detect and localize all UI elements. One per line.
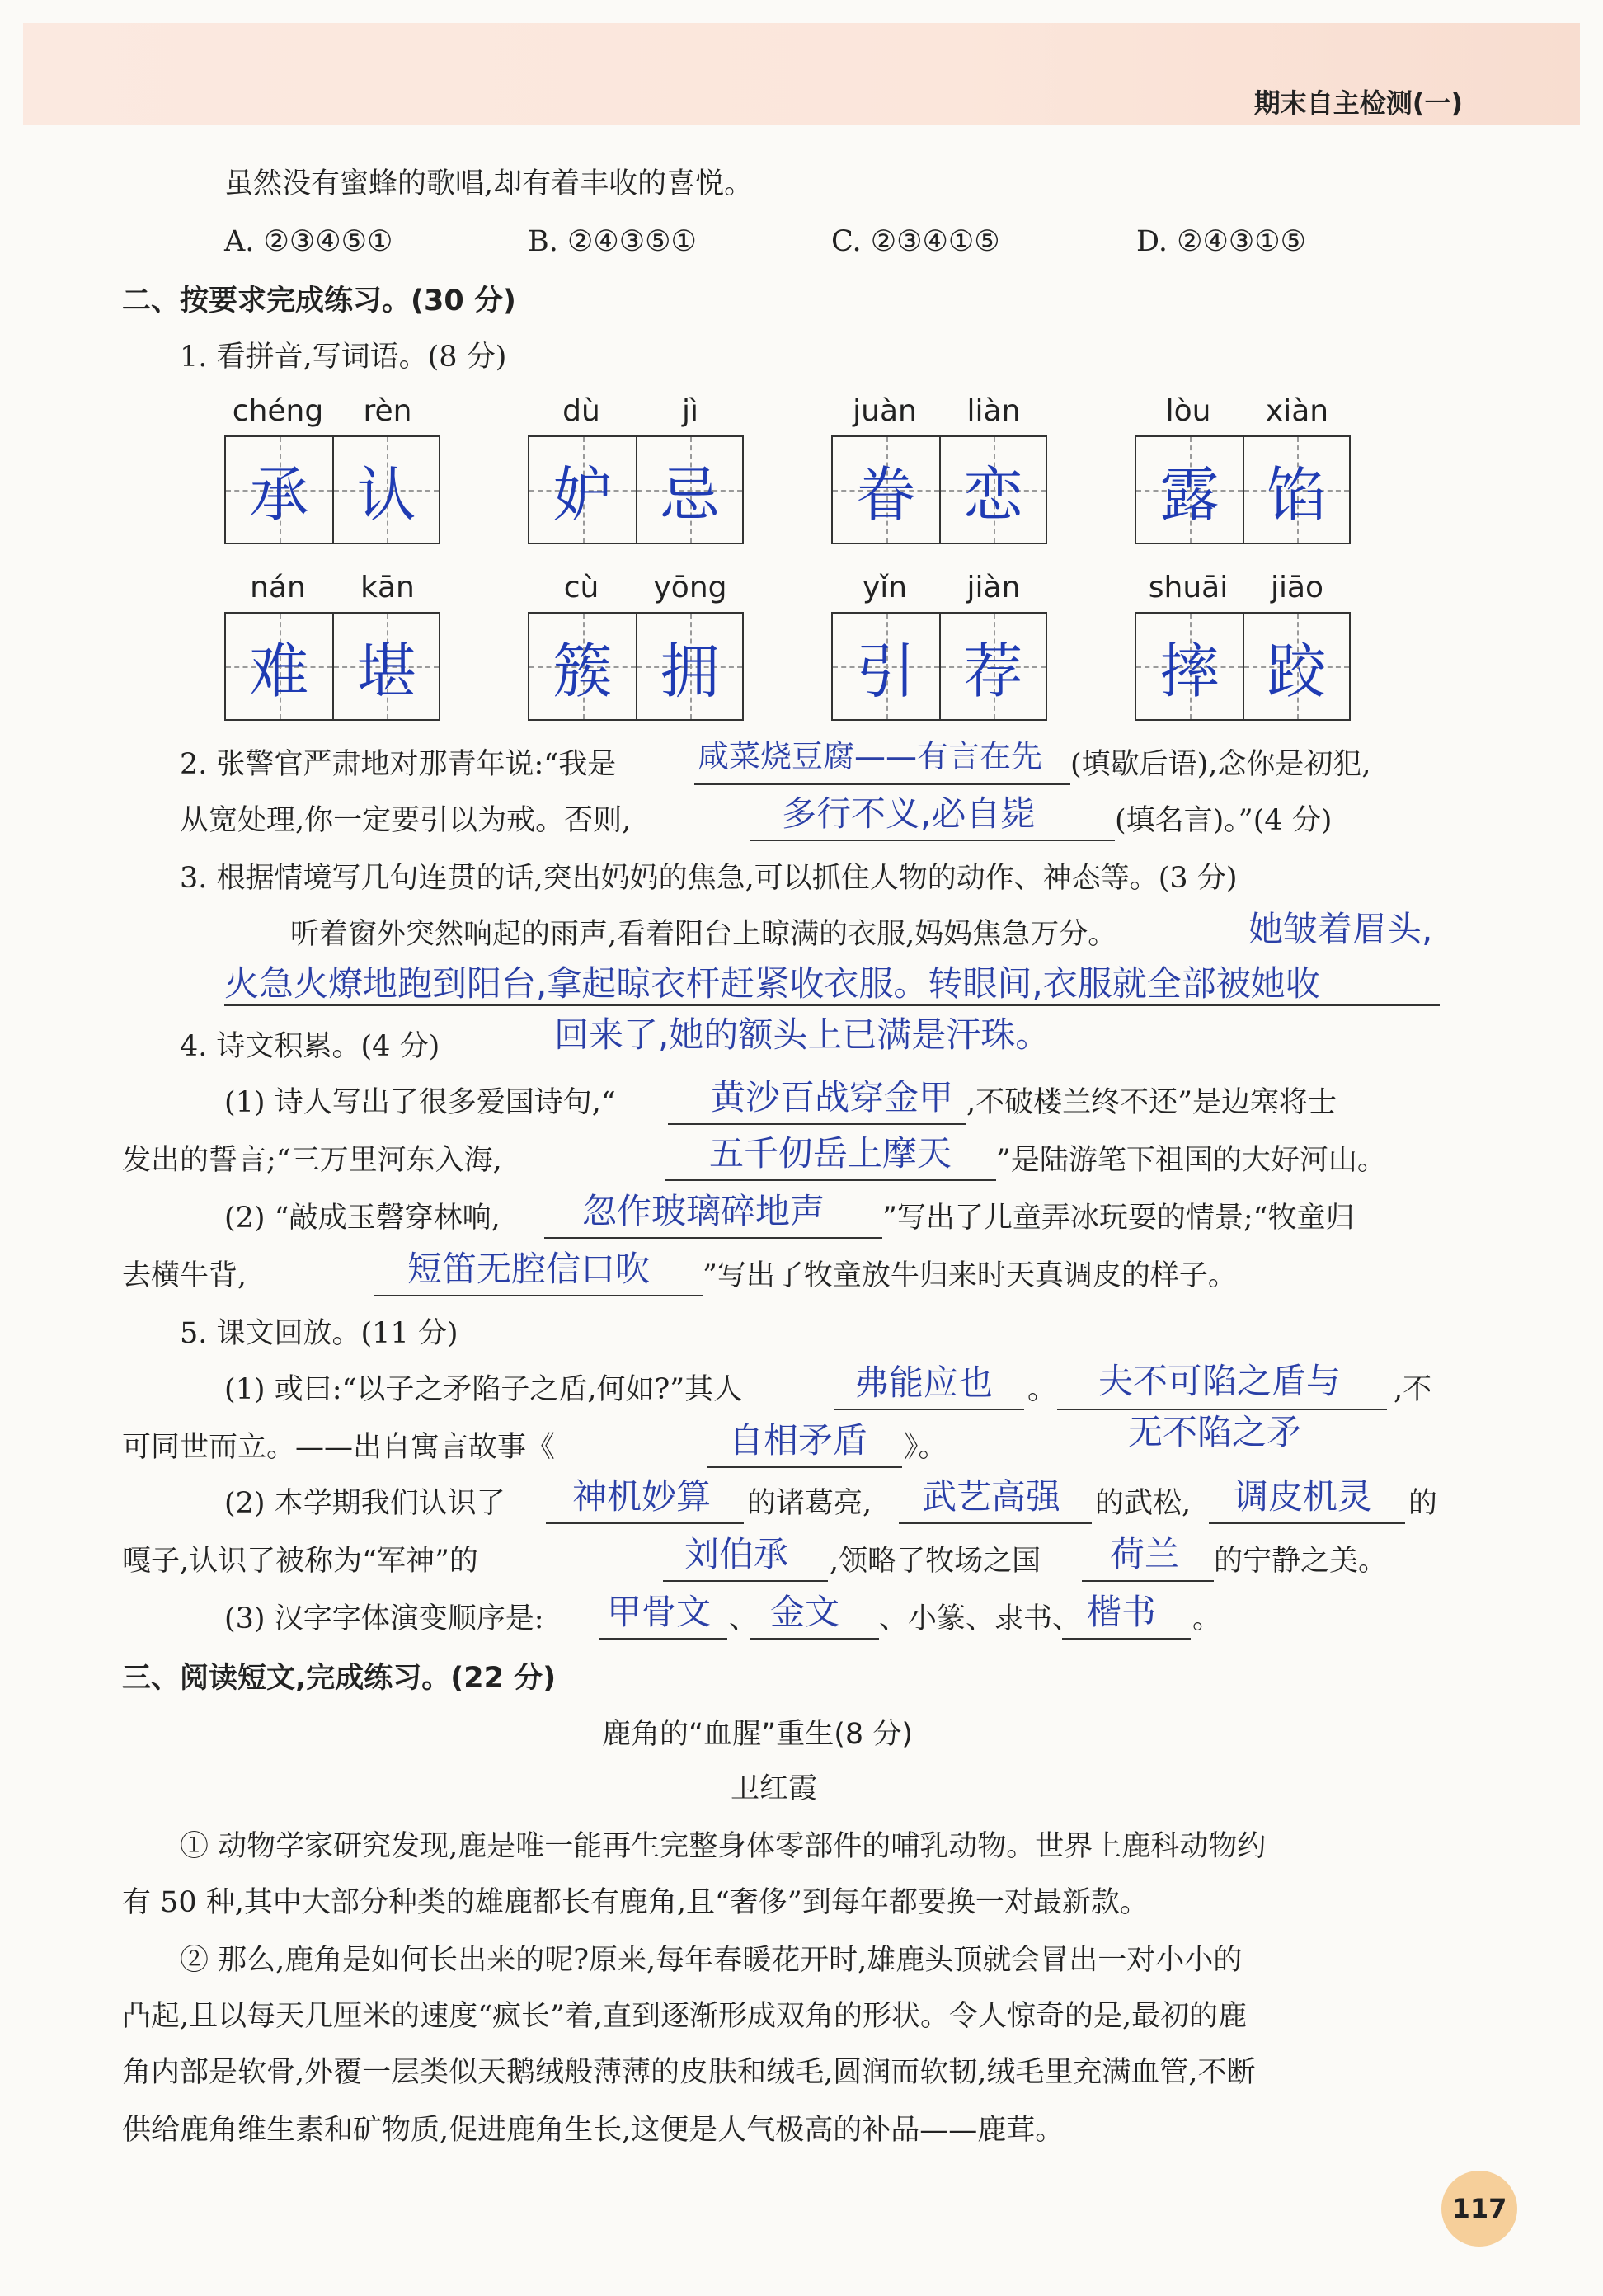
pinyin: juàn (853, 394, 917, 428)
pinyin: yōng (653, 571, 727, 605)
answer-char: 荐 (963, 637, 1023, 706)
grid-cell (226, 614, 332, 719)
pinyin: shuāi (1148, 571, 1229, 605)
q5-line4-start: 嘎子,认识了被称为“军神”的 (122, 1545, 478, 1578)
q1-label: 1. 看拼音,写词语。(8 分) (180, 341, 507, 374)
handwritten-answer: 荷兰 (1110, 1534, 1180, 1574)
page-number-badge: 117 (1441, 2171, 1517, 2247)
q2-line2-start: 从宽处理,你一定要引以为戒。否则, (180, 804, 632, 837)
pinyin: xiàn (1265, 394, 1329, 428)
page-header-title: 期末自主检测(一) (1253, 87, 1463, 119)
q4-line4-end: ”写出了牧童放牛归来时天真调皮的样子。 (703, 1259, 1237, 1292)
article-author: 卫红霞 (731, 1772, 818, 1805)
grid-cell (332, 614, 439, 719)
pinyin: kān (360, 571, 415, 605)
answer-blank (544, 1237, 882, 1239)
answer-blank (1062, 1638, 1191, 1640)
q5-line3-part2: 的诸葛亮, (747, 1487, 872, 1520)
answer-blank (834, 1409, 1024, 1410)
character-grid (528, 435, 744, 544)
grid-cell (939, 437, 1046, 543)
grid-cell (833, 437, 939, 543)
option-c: C. ②③④①⑤ (831, 225, 1000, 258)
answer-char: 簇 (552, 637, 613, 706)
pinyin: jiāo (1270, 571, 1324, 605)
q5-line3-start: (2) 本学期我们认识了 (224, 1487, 505, 1520)
q2-line2-end: (填名言)。”(4 分) (1115, 804, 1333, 837)
answer-blank (665, 1179, 996, 1181)
handwritten-answer: 夫不可陷之盾与 (1098, 1361, 1342, 1401)
handwritten-answer: 自相矛盾 (729, 1420, 868, 1461)
article-title: 鹿角的“血腥”重生(8 分) (602, 1718, 913, 1751)
option-a: A. ②③④⑤① (224, 225, 393, 258)
pinyin: nán (250, 571, 306, 605)
q5-line5-mid: 、小篆、隶书、 (879, 1602, 1082, 1635)
grid-cell (636, 614, 742, 719)
character-grid (528, 612, 744, 721)
q4-line2-end: ”是陆游笔下祖国的大好河山。 (996, 1144, 1386, 1177)
q2-line1-end: (填歇后语),念你是初犯, (1070, 748, 1371, 781)
grid-cell (226, 437, 332, 543)
pinyin: cù (563, 571, 599, 605)
q5-line5-end: 。 (1192, 1602, 1222, 1635)
q5-line1-mid: 。 (1027, 1373, 1057, 1406)
answer-blank (663, 1580, 828, 1582)
grid-cell (332, 437, 439, 543)
grid-cell (1136, 437, 1243, 543)
q4-line2-start: 发出的誓言;“三万里河东入海, (122, 1144, 502, 1177)
handwritten-answer: 火急火燎地跑到阳台,拿起晾衣杆赶紧收衣服。转眼间,衣服就全部被她收 (224, 963, 1320, 1004)
article-line: 凸起,且以每天几厘米的速度“疯长”着,直到逐渐形成双角的形状。令人惊奇的是,最初的鹿 (122, 2000, 1248, 2033)
article-line: 供给鹿角维生素和矿物质,促进鹿角生长,这便是人气极高的补品——鹿茸。 (122, 2114, 1065, 2147)
handwritten-answer: 武艺高强 (922, 1476, 1061, 1517)
answer-char: 露 (1159, 460, 1220, 529)
q5-line2-end: 》。 (904, 1431, 947, 1464)
grid-cell (939, 614, 1046, 719)
handwritten-answer: 神机妙算 (572, 1476, 712, 1517)
q5-line3-end: 的 (1408, 1487, 1438, 1520)
grid-cell (636, 437, 742, 543)
answer-blank (599, 1638, 727, 1640)
answer-char: 馅 (1267, 460, 1327, 529)
grid-cell (529, 614, 636, 719)
intro-line: 虽然没有蜜蜂的歌唱,却有着丰收的喜悦。 (224, 167, 754, 200)
answer-char: 恋 (963, 460, 1023, 529)
handwritten-answer: 咸菜烧豆腐——有言在先 (698, 738, 1043, 774)
pinyin: rèn (363, 394, 412, 428)
answer-blank (750, 1638, 879, 1640)
pinyin: jiàn (966, 571, 1021, 605)
answer-blank (546, 1522, 744, 1524)
answer-blank (1082, 1580, 1214, 1582)
pinyin: jì (681, 394, 698, 428)
handwritten-answer: 调皮机灵 (1234, 1476, 1373, 1517)
answer-blank (1209, 1522, 1405, 1524)
answer-char: 拥 (660, 637, 720, 706)
q5-line3-part3: 的武松, (1095, 1487, 1192, 1520)
character-grid (831, 612, 1047, 721)
handwritten-answer: 回来了,她的额头上已满是汗珠。 (554, 1014, 1051, 1055)
answer-char: 摔 (1159, 637, 1220, 706)
answer-blank (374, 1295, 703, 1296)
q4-line1-end: ,不破楼兰终不还”是边塞将士 (966, 1086, 1337, 1119)
answer-char: 跤 (1267, 637, 1327, 706)
q5-line5-start: (3) 汉字字体演变顺序是: (224, 1602, 544, 1635)
handwritten-answer: 黄沙百战穿金甲 (711, 1077, 954, 1117)
grid-cell (1243, 437, 1349, 543)
character-grid (224, 435, 440, 544)
pinyin: yǐn (862, 571, 908, 605)
answer-char: 眷 (856, 460, 916, 529)
handwritten-answer: 忽作玻璃碎地声 (582, 1191, 825, 1231)
handwritten-answer: 多行不义,必自毙 (782, 793, 1036, 834)
answer-char: 认 (356, 460, 416, 529)
answer-blank (707, 1466, 902, 1468)
writing-line (224, 1004, 1440, 1006)
grid-cell (529, 437, 636, 543)
q5-line1-end: ,不 (1394, 1373, 1432, 1406)
handwritten-answer: 短笛无腔信口吹 (407, 1249, 651, 1289)
article-line: ② 那么,鹿角是如何长出来的呢?原来,每年春暖花开时,雄鹿头顶就会冒出一对小小的 (180, 1944, 1243, 1977)
handwritten-answer: 无不陷之矛 (1128, 1412, 1302, 1452)
q5-line4-mid: ,领略了牧场之国 (830, 1545, 1041, 1578)
character-grid (224, 612, 440, 721)
handwritten-answer: 弗能应也 (854, 1362, 994, 1403)
answer-blank (750, 840, 1115, 841)
q4-line1-start: (1) 诗人写出了很多爱国诗句,“ (224, 1086, 616, 1119)
q5-line2-start: 可同世而立。——出自寓言故事《 (122, 1431, 556, 1464)
character-grid (1135, 435, 1351, 544)
handwritten-answer: 金文 (770, 1592, 840, 1632)
answer-char: 承 (249, 460, 309, 529)
pinyin: chéng (232, 394, 324, 428)
q5-line1-start: (1) 或曰:“以子之矛陷子之盾,何如?”其人 (224, 1373, 743, 1406)
handwritten-answer: 刘伯承 (684, 1534, 789, 1574)
answer-char: 难 (249, 637, 309, 706)
pinyin: liàn (966, 394, 1021, 428)
grid-cell (1136, 614, 1243, 719)
q5-label: 5. 课文回放。(11 分) (180, 1317, 458, 1350)
answer-blank (694, 783, 1070, 785)
q4-label: 4. 诗文积累。(4 分) (180, 1030, 440, 1063)
q2-line1-start: 2. 张警官严肃地对那青年说:“我是 (180, 748, 617, 781)
grid-cell (833, 614, 939, 719)
handwritten-answer: 她皱着眉头, (1248, 909, 1433, 949)
answer-char: 引 (856, 637, 916, 706)
q3-prompt: 听着窗外突然响起的雨声,看着阳台上晾满的衣服,妈妈焦急万分。 (290, 918, 1117, 951)
grid-cell (1243, 614, 1349, 719)
answer-char: 忌 (660, 460, 720, 529)
answer-char: 堪 (356, 637, 416, 706)
article-line: ① 动物学家研究发现,鹿是唯一能再生完整身体零部件的哺乳动物。世界上鹿科动物约 (180, 1830, 1267, 1863)
q4-line3-start: (2) “敲成玉磬穿林响, (224, 1202, 501, 1235)
handwritten-answer: 五千仞岳上摩天 (709, 1133, 952, 1174)
option-b: B. ②④③⑤① (528, 225, 697, 258)
handwritten-answer: 楷书 (1087, 1592, 1157, 1632)
character-grid (831, 435, 1047, 544)
section-2-title: 二、按要求完成练习。(30 分) (122, 285, 516, 318)
q5-line4-end: 的宁静之美。 (1214, 1545, 1388, 1578)
answer-char: 妒 (552, 460, 613, 529)
pinyin: lòu (1165, 394, 1211, 428)
option-d: D. ②④③①⑤ (1136, 225, 1306, 258)
section-3-title: 三、阅读短文,完成练习。(22 分) (122, 1662, 557, 1695)
pinyin: dù (562, 394, 600, 428)
q4-line4-start: 去横牛背, (122, 1259, 247, 1292)
article-line: 有 50 种,其中大部分种类的雄鹿都长有鹿角,且“奢侈”到每年都要换一对最新款。 (122, 1886, 1149, 1919)
article-line: 角内部是软骨,外覆一层类似天鹅绒般薄薄的皮肤和绒毛,圆润而软韧,绒毛里充满血管,不断 (122, 2056, 1256, 2089)
q5-separator: 、 (729, 1602, 759, 1635)
handwritten-answer: 甲骨文 (607, 1592, 712, 1632)
q3-label: 3. 根据情境写几句连贯的话,突出妈妈的焦急,可以抓住人物的动作、神态等。(3 分) (180, 862, 1238, 895)
character-grid (1135, 612, 1351, 721)
answer-blank (668, 1123, 966, 1125)
answer-blank (899, 1522, 1092, 1524)
q4-line3-end: ”写出了儿童弄冰玩耍的情景;“牧童归 (882, 1202, 1355, 1235)
